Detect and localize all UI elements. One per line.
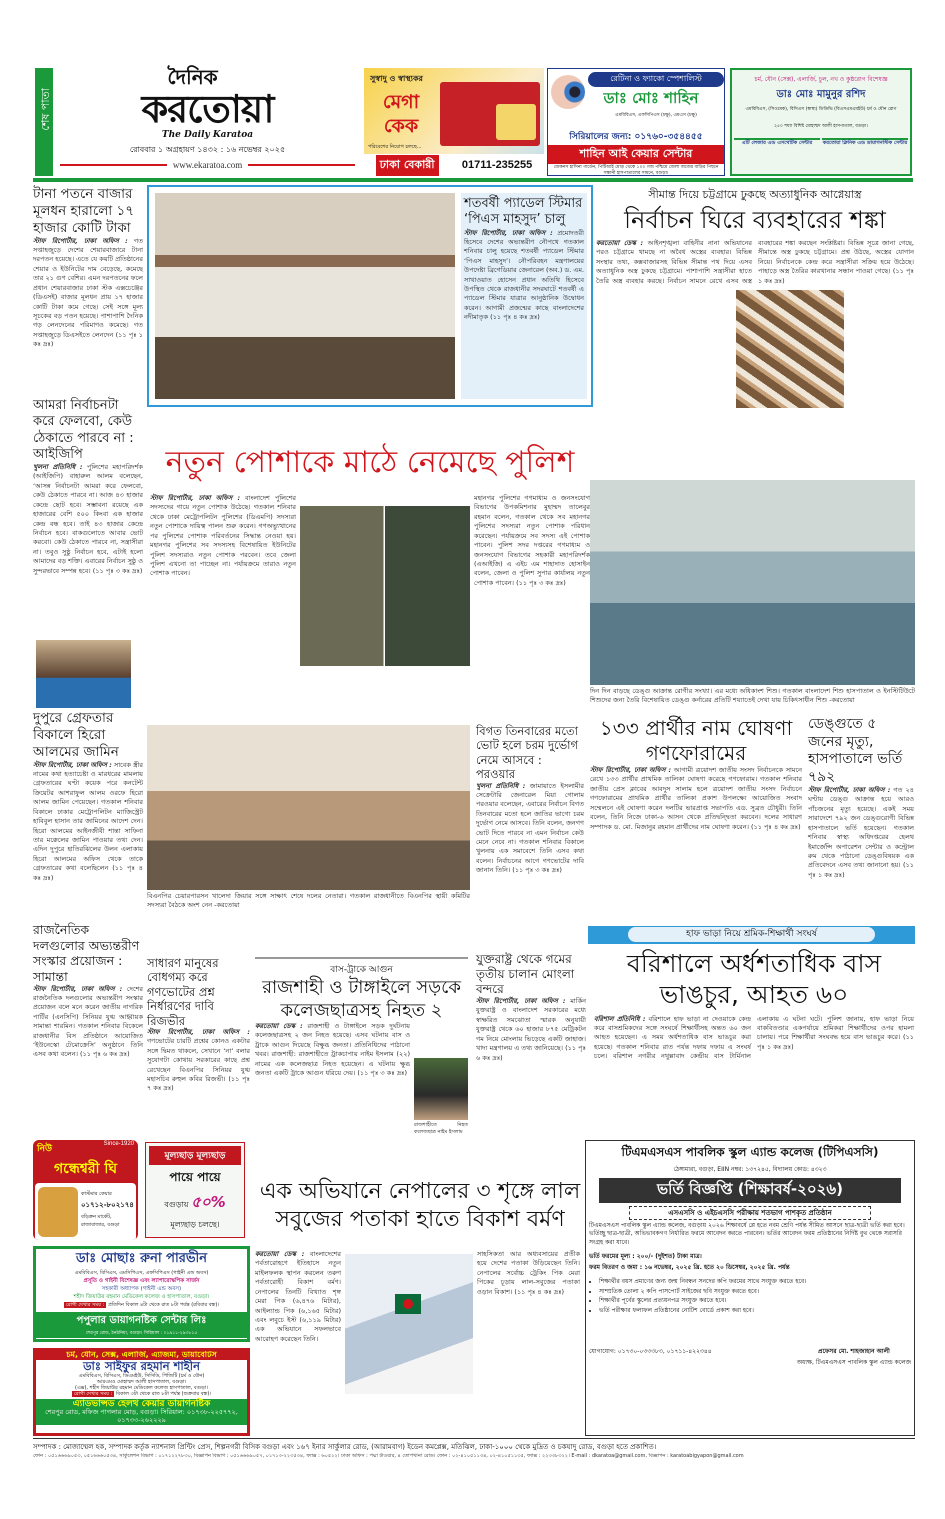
- ad-doctor-name: ডাঃ মোঃ শাহিন: [603, 89, 699, 107]
- ad-signature: প্রফেসর মো. শাহজাহান আলী: [818, 1347, 890, 1355]
- ad-center: শাহিন আই কেয়ার সেন্টার: [548, 145, 724, 164]
- imprint-line: সম্পাদক : মোজাম্মেল হক, সম্পাদক কর্তৃক ন্যাশনাল প্রিন্টিং প্রেস, শিল্পনগরী বিসিক বগুড়া এবং ১৬৭ ইনার সার্কুলার রোড, (আরামবাগ) ইডেন কমপ্লেক্স, মতিঝিল, ঢাকা-১০০০ থেকে মুদ্রিত ও চকযাদু রোড, বগুড়া হতে প্রকাশিত।: [33, 1443, 657, 1451]
- ad-title: মূল্যছাড় মূল্যছাড়: [149, 1146, 241, 1165]
- story-hero-alom[interactable]: [33, 710, 143, 883]
- body: মার্কিন যুক্তরাষ্ট্র ও বাংলাদেশ সরকারের মধ্যে স্বাক্ষরিত সমঝোতা স্মারক অনুযায়ী যুক্তরাষ্ট্র থেকে ৬০ হাজার ৮৭৫ মেট্রিকটন গম নিয়ে মোংলায় ভিড়েছে একটি জাহাজ। খাদ্য মন্ত্রণালয় এ তথ্য জানিয়েছে।: [476, 997, 586, 1053]
- byline: করতোয়া ডেস্ক :: [255, 1022, 303, 1030]
- kicker: হাফ ভাড়া নিয়ে শ্রমিক-শিক্ষার্থী সংঘর্ষ: [628, 927, 875, 942]
- story-igp[interactable]: [33, 398, 143, 576]
- logo-big: করতোয়া: [141, 87, 274, 131]
- ad-contact: যোগাযোগ: ০১৭৩০-০৩৩৩৮৩, ০১৭১১-৪২২৩৪৪: [589, 1347, 712, 1355]
- headline: রাজনৈতিক দলগুলোর অভ্যন্তরীণ সংস্কার প্রয়োজন : সামান্তা: [33, 922, 140, 984]
- weapons-photo: [736, 290, 844, 408]
- jump-link[interactable]: (১১ পৃঃ ৩ কঃ দ্রঃ): [357, 1069, 408, 1078]
- steamer-box: [147, 185, 593, 407]
- masthead-rule: [33, 178, 913, 182]
- dengue-ward-photo: [590, 480, 915, 685]
- ad-address: বড়িক্রন মার্কেট, রাজাবাজার, বগুড়া: [81, 1214, 120, 1228]
- jump-link[interactable]: (১১ পৃঃ ৩ কঃ দ্রঃ): [92, 566, 143, 575]
- headline: আমরা নির্বাচনটা করে ফেলবো, কেউ ঠেকাতে পারবে না : আইজিপি: [33, 398, 134, 462]
- body: আইনশৃঙ্খলা বাহিনীর নানা অভিযানের পরও চট্টগ্রামে থামছে না অবৈধ অস্ত্রের ব্যবহার। বিভিন্ন সংস্থার তথ্য, কক্সবাজারসহ বিভিন্ন সীমান্ত পথ দিয়ে এসব অত্যাধুনিক অস্ত্র ঢুকছে চট্টগ্রামে। পাশাপাশি সন্ত্রাসীরা হাতে তৈরি অস্ত্র ব্যবহার করছে। নির্বাচন সামনে রেখে এসব অস্ত্র ব্যবহারের শঙ্কা করছেন সংশ্লিষ্টরা। বিভিন্ন সূত্রে জানা গেছে, সীমান্তে অস্ত্র ঢুকছে চট্টগ্রামে। প্রশ্ন উঠছে, অস্ত্রের যোগান নিয়ে। নির্বাচনকে কেন্দ্র করে সন্ত্রাসীরা সক্রিয় হয়ে উঠেছে। পাহাড়ে অস্ত্র তৈরির কারখানার সন্ধান পাওয়া গেছে।: [596, 239, 914, 285]
- headline: ১৩৩ প্রার্থীর নাম ঘোষণা গণফোরামের: [599, 716, 793, 765]
- jump-link[interactable]: (১১ পৃঃ ১ কঃ দ্রঃ): [808, 861, 914, 879]
- kicker: বাস-ট্রাকে আগুন: [330, 965, 393, 975]
- nepal-headline: এক অভিযানে নেপালের ৩ শৃঙ্গে লাল সবুজের পতাকা হাতে বিকাশ বর্মণ: [259, 1179, 581, 1232]
- byline: স্টাফ রিপোর্টার, ঢাকা অফিস :: [33, 236, 128, 245]
- kicker: সীমান্ত দিয়ে চট্টগ্রামে ঢুকছে অত্যাধুনিক আগ্নেয়াস্ত্র: [648, 188, 862, 201]
- ad-school-admission: [585, 1140, 915, 1436]
- ad-spec: চর্ম, যৌন, সেক্স, এলার্জি, এ্যাজমা, ডায়াবেটিস: [36, 1351, 247, 1360]
- body: গণভোটের চারটি প্রশ্নের কোনও একটার সঙ্গে দ্বিমত থাকলে, সেখানে ‘না’ বলার সুযোগটা কোথায় সরকারের কাছে প্রশ্ন রেখেছেন বিএনপির সিনিয়র যুগ্ম মহাসচিব রুহুল কবির রিজভী।: [147, 1037, 250, 1083]
- ad-line: বগুড়ায়: [164, 1200, 189, 1209]
- ad-tag: নিউ: [37, 1144, 52, 1154]
- headline: টানা পতনে বাজার মূলধন হারালো ১৭ হাজার কোটি টাকা: [33, 186, 135, 236]
- ad-quals: এমবিবিএস, (সিওমেক), বিসিএস (স্বাস্থ্য) ডিডিভি (বিএসএমএমইউ) চর্ম ও যৌন রোগ: [745, 107, 897, 112]
- ad-eye-care: [547, 68, 725, 176]
- imprint-contacts: ফোন : ০৫১৬৬৬৯০৫৩, ০৫১৬৬৬০৫৩৪, সার্কুলেশন বিভাগ : ০১৭১২২৭৮৩০, বিজ্ঞাপন বিভাগ : ০৫১৬৬৬৯০৫৭, ০১৭১৩-২২৩৫৩৪, ফ্যাক্স : ৬০৫২২। ঢাকা অফিস : পদ্মা টাওয়ার, ৪ তোপখানা রোড। ফোন : ০২-৪১০৫১১৩৪, ০২-৪১০৫১১৩৫, ফ্যাক্স : ২২৩৩৮৩২২। E-mail : dkaratoa@gmail.com, বিজ্ঞাপন : karatoabigyapon@gmail.com: [33, 1453, 744, 1459]
- story-reform[interactable]: [33, 922, 143, 1060]
- ad-serial: সিরিয়ালের জন্য: ০১৭৬০-৩৫৪৪৫৫: [569, 132, 703, 142]
- headline: বরিশালে অর্ধশতাধিক বাস ভাঙচুর, আহত ৬০: [626, 949, 882, 1010]
- ad-address: জেকনস হাসিনা গার্ডেন, পিটিআই মোড় থেকে ১০০ গজ পশ্চিমে জেলা জজের বাড়ির পিছনে সন্ধানী হাসপাতালের সামনে, বগুড়া।: [553, 165, 719, 176]
- ad-brand: ঢাকা বেকারী: [376, 155, 439, 176]
- headline: রাজশাহী ও টাঙ্গাইলে সড়কে কলেজছাত্রসহ নিহত ২: [262, 977, 461, 1021]
- ad-dhaka-bakery: [364, 68, 544, 176]
- jump-link[interactable]: (১১ পৃঃ ৪ কঃ দ্রঃ): [750, 822, 801, 831]
- ad-skin-doctor: [730, 68, 912, 176]
- story-steamer[interactable]: [461, 193, 587, 399]
- ad-percent: ৫০%: [191, 1193, 226, 1211]
- ad-dr-saifur: [33, 1348, 250, 1436]
- body: গত ২৪ ঘণ্টায় ডেঙ্গু আক্রান্ত হয়ে আরও পাঁচজনের মৃত্যু হয়েছে। একই সময় সারাদেশে ৭৯২ জন ডেঙ্গুরোগী বিভিন্ন হাসপাতালে ভর্তি হয়েছেন। গতকাল শনিবার স্বাস্থ্য অধিদপ্তরের হেলথ ইমার্জেন্সি অপারেশন সেন্টার ও কন্ট্রোল রুম থেকে পাঠানো ডেঙ্গুবিষয়ক এক প্রতিবেদনে এসব তথ্য জানানো হয়।: [808, 786, 914, 870]
- imprint: [33, 1441, 915, 1461]
- logo: [60, 66, 355, 174]
- body: সাবেক স্ত্রীর নামের কথা হত্যাচেষ্টা ও মারধরের মামলায় গ্রেফতারের ঘণ্টা কয়েক পরে কনটেন্ট ক্রিয়েটর আশরাফুল আলম ওরফে হিরো আলম জামিন পেয়েছেন। গতকাল শনিবার বিকালে ঢাকার মেট্রোপলিটন ম্যাজিস্ট্রেট হাবিবুল হাসান তার জামিনের আদেশ দেন। হিরো আলমের আইনজীবী শান্তা সাফিনা তার মক্কেলের জামিন পাওয়ার তথ্য দেন। এদিন দুপুরে হাতিরঝিলের উলন এলাকায় হিরো আলমের অফিস থেকে তাকে গ্রেফতারের কথা বলেছিলেন: [33, 760, 144, 873]
- byline: করতোয়া ডেস্ক :: [596, 239, 644, 247]
- byline: স্টাফ রিপোর্টার, ঢাকা অফিস :: [464, 228, 553, 237]
- jump-link[interactable]: (১১ পৃঃ ৩ কঃ দ্রঃ): [512, 866, 562, 875]
- jump-link[interactable]: (১১ পৃঃ ৩ কঃ দ্রঃ): [516, 578, 566, 587]
- ad-title: রেটিনা ও ফ্যাকো স্পেশালিস্ট: [588, 72, 724, 87]
- ad-ghee: [33, 1140, 138, 1240]
- steamer-model-photo: [155, 193, 455, 399]
- photo-caption: বিএনপির চেয়ারপারসন খালেদা জিয়ার সঙ্গে সাক্ষাৎ শেষে দলের নেতারা। গতকাল রাজধানীতে বিএনপির স্থায়ী কমিটির সদস্যরা বৈঠকে অংশ নেন -করতোয়া: [147, 892, 470, 910]
- headline: ডেঙ্গুতে ৫ জনের মৃত্যু, হাসপাতালে ভর্তি ৭৯২: [808, 716, 903, 785]
- jump-link[interactable]: (১১ পৃঃ ১ কঃ দ্রঃ): [33, 330, 144, 349]
- ad-dates: ফরম বিতরণ ও জমা : ১৬ নভেম্বর, ২০২৫ খ্রি. হতে ২০ ডিসেম্বর, ২০২৫ খ্রি. পর্যন্ত: [589, 1264, 790, 1272]
- footer-rule: [33, 1438, 915, 1439]
- ad-post: আরএমও মোহাম্মদ আলী হাসপাতাল, বগুড়া।: [96, 1379, 187, 1386]
- ad-title: চর্ম, যৌন (সেক্স), এলার্জি, চুল, নখ ও কুষ্ঠরোগ বিশেষজ্ঞ: [754, 76, 888, 83]
- byline: স্টাফ রিপোর্টার, ঢাকা অফিস :: [476, 997, 566, 1005]
- jump-link[interactable]: (১১ পৃঃ ৬ কঃ দ্রঃ): [476, 1044, 587, 1062]
- jump-link[interactable]: (১১ পৃঃ ১ কঃ দ্রঃ): [758, 267, 915, 285]
- ad-line: সুস্বাদু ও স্বাস্থ্যকর: [370, 74, 423, 83]
- body: বাংলাদেশ পুলিশের সদস্যদের গায়ে নতুন পোশাক উঠেছে। গতকাল শনিবার থেকে ঢাকা মেট্রোপলিটন পুলিশের (ডিএমপি) সদস্যরা নতুন পোশাকে দায়িত্ব পালন শুরু করেন। গণঅভ্যুত্থানের পর পুলিশের পোশাক পরিবর্তনের সিদ্ধান্ত নেওয়া হয়। মহানগর পুলিশের সব সদস্যসহ বিশেষায়িত ইউনিটের পুলিশ সদস্যরাও নতুন পোশাক পরবেন। তবে জেলা পুলিশ এখনো তা পাচ্ছেন না। পর্যায়ক্রমে তারাও নতুন পোশাক পাবেন।: [150, 494, 296, 578]
- ad-center: পপুলার ডায়াগনষ্টিক সেন্টার লিঃ: [76, 1315, 207, 1326]
- jump-link[interactable]: (১১ পৃঃ ১ কঃ দ্রঃ): [757, 1033, 914, 1051]
- ad-address: ঠেঙ্গামারা, বগুড়া, EIIN নম্বর: ১৩৭২৪৫, বিদ্যালয় কোড: ৪৩২৩: [673, 1166, 827, 1173]
- headline: নির্বাচন ঘিরে ব্যবহারের শঙ্কা: [624, 206, 886, 234]
- ad-line: পরিবেশের নিয়োগ চলছে...: [368, 144, 422, 150]
- ad-body: টিএমএসএস পাবলিক স্কুল এ্যান্ড কলেজ, বগুড়ায় ২০২৬ শিক্ষাবর্ষে প্লে হতে নবম শ্রেণি পর্যন্ত সীমিত আসনে ছাত্র-ছাত্রী ভর্তি করা হবে। ভর্তিচ্ছু ছাত্র-ছাত্রী, অভিভাবকগণ নির্ধারিত ফরমে আবেদন করতে পারবেন। ভর্তির আবেদন ফরম প্রতিষ্ঠানের নির্দিষ্ট বুথ থেকে সরাসরি সংগ্রহ করা যাবে।: [589, 1222, 905, 1246]
- body: মহানগর পুলিশের গণমাধ্যম ও জনসংযোগ বিভাগের উপকমিশনার মুহাম্মদ তালেবুর রহমান বলেন, গতকাল থেকে সব মহানগর পুলিশের সদস্যরা নতুন পোশাক পরিধান করেছেন। পর্যায়ক্রমে সব সদস্য এই পোশাক পাবেন। পুলিশ সদর দপ্তরের গণমাধ্যম ও জনসংযোগ বিভাগের সহকারী মহাপরিদর্শক (এআইজি) এ এইচ এম শাহাদাত হোসাইন বলেন, জেলা ও পুলিশ সুপার কার্যালয় নতুন পোশাক পাবেন।: [474, 494, 590, 587]
- body: বরিশালে হাফ ভাড়া না দেওয়াকে কেন্দ্র করে বাসশ্রমিকদের সঙ্গে সংঘর্ষে শিক্ষার্থীসহ অন্তত ৬০ জন আহত হয়েছেন। এ সময় অর্ধশতাধিক বাস ভাঙচুর করা হয়েছে। গতকাল শনিবার রাত পর্যন্ত দফায় দফায় এ সংঘর্ষ চলে। বরিশাল নগরীর নথুল্লাবাদ কেন্দ্রীয় বাস টার্মিনাল এলাকায় এ ঘটনা ঘটে। পুলিশ জানায়, হাফ ভাড়া নিয়ে বাকবিতণ্ডার একপর্যায়ে শ্রমিকরা শিক্ষার্থীদের ওপর হামলা চালায়। পরে শিক্ষার্থীরা সংঘবদ্ধ হয়ে বাস ভাঙচুর করে।: [594, 1014, 914, 1061]
- ad-phone: ০১৭১২-৮০২১৭৪: [81, 1201, 134, 1209]
- jump-link[interactable]: (১১ পৃঃ ৪ কঃ দ্রঃ): [33, 864, 143, 882]
- jump-link[interactable]: (১১ পৃঃ ৭ কঃ দ্রঃ): [147, 1074, 250, 1093]
- ad-note: • ভর্তি পরীক্ষার ফলাফল প্রতিষ্ঠানের নোটিশ বোর্ডে প্রকাশ করা হবে।: [599, 1306, 911, 1316]
- story-mongla[interactable]: [476, 952, 586, 1063]
- ad-note: • শিক্ষার্থীর পূর্বের স্কুলের প্রত্যয়নপত্র সংযুক্ত করতে হবে।: [599, 1296, 911, 1306]
- photo-caption: রাজশাহীতে নিহত কলেজছাত্র নাইম ইসলাম: [414, 1122, 468, 1136]
- cake-box-image: [440, 82, 540, 146]
- police-headline: নতুন পোশাকে মাঠে নেমেছে পুলিশ: [165, 445, 575, 480]
- ad-line: পায়ে পায়ে: [169, 1170, 221, 1184]
- byline: স্টাফ রিপোর্টার, ঢাকা অফিস :: [590, 766, 672, 774]
- ad-doctor-name: ডাঃ মোছাঃ রুনা পারভীন: [75, 1251, 208, 1266]
- ad-post: সহকারী অধ্যাপক (গাইনী এন্ড অবস): [101, 1286, 182, 1292]
- ad-title: মেগা কেক: [382, 91, 420, 137]
- byline: স্টাফ রিপোর্টার, ঢাকা অফিস :: [33, 760, 112, 769]
- byline: স্টাফ রিপোর্টার, ঢাকা অফিস :: [33, 984, 123, 993]
- story-market[interactable]: [33, 186, 143, 350]
- ad-hospital: শহীদ জিয়াউর রহমান মেডিকেল কলেজ ও হাসপাতাল, বগুড়া।: [73, 1294, 210, 1300]
- climber-photo: [345, 1254, 473, 1394]
- byline: করতোয়া ডেস্ক :: [255, 1250, 305, 1258]
- eye-icon: [551, 75, 585, 109]
- ad-hospital: ২৫০ শয্যা বিশিষ্ট মোহাম্মদ আলী হাসপাতাল, বগুড়া।: [774, 124, 868, 129]
- byline: খুলনা প্রতিনিধি :: [33, 463, 83, 471]
- ad-post: (এক্স), শহীদ জিয়াউর রহমান মেডিকেল কলেজ হাসপাতাল, বগুড়া।: [75, 1385, 208, 1392]
- body: সাহসিকতা আর অধ্যবসায়ের প্রতীক হয়ে দেশের পতাকা উড়িয়েছেন তিনি। নেপালের সর্বোচ্চ ট্রেকিং পিক মেরা পিকের চূড়ায় লাল-সবুজের পতাকা ওড়ান বিকাশ।: [477, 1250, 580, 1296]
- ad-time: প্রতিদিন বিকাল ৪টা থেকে রাত ৮টা পর্যন্ত (রবিবার বন্ধ)।: [107, 1302, 220, 1308]
- ad-chamber: এটি লেজার এন্ড এসথেটিক সেন্টার: [734, 138, 820, 148]
- ad-school-name: টিএমএসএস পাবলিক স্কুল এ্যান্ড কলেজ (টিপিএসসি): [621, 1145, 879, 1159]
- photo-caption: দিন দিন বাড়ছে ডেঙ্গু আক্রান্ত রোগীর সংখ্যা। এর মধ্যে অধিকাংশ শিশু। গতকাল বাংলাদেশ শিশু হাসপাতাল ও ইনস্টিটিউটে শিশুদের জন্য তৈরি বিশেষায়িত ডেঙ্গু কর্নারের প্রতিটি শয্যাতেই দেখা যায় চিকিৎসাধীন শিশু -করতোয়া: [590, 687, 915, 705]
- story-police[interactable]: [150, 494, 590, 689]
- ad-care: কাস্টমার কেয়ার: [81, 1191, 112, 1197]
- story-barishal[interactable]: [594, 948, 914, 1062]
- headline: বিগত তিনবারের মতো ভোট হলে চরম দুর্ভোগ নেমে আসবে : পরওয়ার: [476, 724, 579, 782]
- ad-time-label: রোগী দেখার সময় :: [73, 1391, 113, 1398]
- story-poroyar[interactable]: [476, 724, 584, 876]
- victim-photo: [414, 1058, 468, 1120]
- ad-address: শেরপুর রোড, ঠনঠনিয়া, বগুড়া। সিরিয়াল : ০১৯১১-২৯৩৮১৫: [85, 1331, 198, 1336]
- ad-discount: [145, 1142, 245, 1238]
- story-dengue[interactable]: [808, 716, 914, 880]
- ad-chamber: করতোয়া ক্লিনিক এন্ড ডায়াগনস্টিক সেন্টার: [822, 140, 908, 146]
- body: আগামী ত্রয়োদশ জাতীয় সংসদ নির্বাচনকে সামনে রেখে ১৩৩ প্রার্থীর প্রাথমিক তালিকা ঘোষণা করেছে গণফোরাম। গতকাল শনিবার জাতীয় প্রেস ক্লাবের আবদুস সালাম হলে ত্রয়োদশ জাতীয় সংসদ নির্বাচনে গণফোরামের প্রাথমিক প্রার্থীর তালিকা প্রকাশ উপলক্ষ্যে আয়োজিত সংবাদ সম্মেলনে এই ঘোষণা করেন দলটির ভারপ্রাপ্ত সভাপতি এড. সুব্রত চৌধুরী। তিনি বলেন, তিনি নিজে ঢাকা-৬ আসন থেকে প্রতিদ্বন্দ্বিতা করবেন। দলের সাধারণ সম্পাদক ড. মো. মিজানুর রহমান প্রার্থীদের নাম ঘোষণা করেন।: [590, 766, 802, 831]
- body: জামায়াতে ইসলামীর সেক্রেটারি জেনারেল মিয়া গোলাম পরওয়ার বলেছেন, এবারের নির্বাচন বিগত তিনবারের মতো হলে জাতির ভাগ্যে চরম দুর্ভোগ নেমে আসবে। তিনি বলেন, জনগণ ভোট দিতে পারবে না এমন নির্বাচন কেউ মেনে নেবে না। গতকাল শনিবার বিকালে খুলনায় এক সমাবেশে তিনি এসব কথা বলেন। নির্বাচনের আগে গণভোটের দাবি জানান তিনি।: [476, 781, 584, 875]
- jump-link[interactable]: (১১ পৃঃ ৬ কঃ দ্রঃ): [80, 1050, 130, 1059]
- story-road-accident[interactable]: [255, 962, 468, 1136]
- story-arms[interactable]: [596, 186, 914, 479]
- hero-alom-photo: [36, 640, 131, 708]
- ad-doctor-name: ডাঃ সাইফুর রহমান শাহীন: [83, 1358, 200, 1373]
- headline: সাধারণ মানুষের বোধগম্য করে গণভোটের প্রশ্ন নির্ধারণের দাবি রিজভীর: [147, 956, 219, 1028]
- ad-quals: এমবিবিএস, এফসিপিএস (চক্ষু), এমএস (চক্ষু): [615, 113, 697, 118]
- byline: বরিশাল প্রতিনিধি :: [594, 1014, 646, 1023]
- logo-english: The Daily Karatoa: [161, 130, 254, 140]
- ad-quals: এমবিবিএস, বিসিএস, এমসিপিএস, এফসিপিএস (গাইনী এন্ড অবস): [74, 1270, 209, 1276]
- headline: যুক্তরাষ্ট্র থেকে গমের তৃতীয় চালান মোংলা বন্দরে: [476, 952, 575, 996]
- kicker-bar: [588, 926, 915, 944]
- story-gonoforum[interactable]: [590, 716, 802, 832]
- byline: খুলনা প্রতিনিধি :: [476, 781, 526, 790]
- ad-quals: এমবিবিএস, বিসিএস, ডিএমইউ, সিসিডি, পিজিটি (চর্ম ও যৌন): [78, 1373, 205, 1380]
- issue-date: রোববার ১ অগ্রহায়ণ ১৪৩২ : ১৬ নভেম্বর ২০২৫: [129, 145, 286, 154]
- divider: [255, 957, 468, 959]
- body: গত সপ্তাহজুড়ে দেশের শেয়ারবাজারে টানা দরপতন হয়েছে। এতে যে কয়টি প্রতিষ্ঠানের শেয়ার ও ইউনিটের দাম বেড়েছে, কমেছে তার ২১ গুণ বেশির। এমন দরপতনের ফলে প্রধান শেয়ারবাজার ঢাকা স্টক এক্সচেঞ্জের (ডিএসই) বাজার মূলধন প্রায় ১৭ হাজার কোটি টাকা কমে গেছে। সেই সঙ্গে মূল্য সূচকের বড় পতন হয়েছে। পাশাপাশি দৈনিক গড় লেনদেনের পরিমাণও কমেছে। গত সপ্তাহজুড়ে ডিএসইতে লেনদেন: [33, 236, 143, 339]
- police-uniform-photo: [300, 506, 470, 666]
- ad-dr-runa: [33, 1246, 250, 1342]
- logo-small: দৈনিক: [167, 65, 218, 89]
- ad-title: ভর্তি বিজ্ঞপ্তি (শিক্ষাবর্ষ-২০২৬): [599, 1178, 901, 1203]
- byline: স্টাফ রিপোর্টার, ঢাকা অফিস :: [808, 786, 891, 794]
- website[interactable]: www.ekaratoa.com: [172, 160, 243, 170]
- ad-doctor-name: ডাঃ মোঃ মামুনুর রশিদ: [776, 89, 866, 100]
- body: রাজশাহী ও টাঙ্গাইলে সড়ক দুর্ঘটনায় কলেজছাত্রসহ ২ জন নিহত হয়েছে। এসব ঘটনায় বাস ও ট্রাকে আগুন দিয়েছে বিক্ষুব্ধ জনতা। প্রতিনিধিদের পাঠানো খবর। রাজশাহী: রাজশাহীতে ট্রাকচাপায় নাইম ইসলাম (২২) নামের এক কলেজছাত্র নিহত হয়েছেন। এ ঘটনায় ক্ষুব্ধ জনতা একটি ট্রাকে আগুন ধরিয়ে দেয়।: [255, 1022, 410, 1078]
- ghee-jar-image: [38, 1187, 78, 1237]
- headline: দুপুরে গ্রেফতার বিকালে হিরো আলমের জামিন: [33, 710, 119, 760]
- ad-time-label: রোগী দেখার সময় :: [65, 1302, 105, 1308]
- byline: স্টাফ রিপোর্টার, ঢাকা অফিস :: [147, 1027, 250, 1036]
- body: বাংলাদেশের পর্বতারোহণে ইতিহাসে নতুন মাইলফলক স্থাপন করলেন তরুণ পর্বতারোহী বিকাশ বর্মণ। নেপালের তিনটি বিখ্যাত শৃঙ্গ মেরা পিক (৬,৪৭৬ মিটার), আইল্যান্ড পিক (৬,১৬৫ মিটার) এবং লবুচে ইস্ট (৬,১১৯ মিটার) এক অভিযানে সফলভাবে আরোহণ করেছেন তিনি।: [255, 1250, 341, 1343]
- body: দেশের রাজনৈতিক দলগুলোর অভ্যন্তরীণ সংস্কার প্রয়োজন বলে মনে করেন জাতীয় নাগরিক পার্টির (এনসিপি) সিনিয়র যুগ্ম আহ্বায়ক সামান্তা শারমিন। গতকাল শনিবার বিকেলে রাজধানীর বিস প্রতিষ্ঠানে আয়োজিত ‘ইউনেস্কো টেমোক্রেসি’ অনুষ্ঠানে তিনি এসব কথা বলেন।: [33, 984, 143, 1059]
- ad-tag: এসএসসি ও এইচএসসি পরীক্ষায় শতভাগ পাশকৃত প্রতিষ্ঠান: [629, 1206, 871, 1220]
- ad-spec: প্রসূতি ও গাইনী বিশেষজ্ঞ এবং ল্যাপারোস্কপিক সার্জন: [83, 1278, 200, 1284]
- meeting-photo: [147, 725, 470, 890]
- body: প্রমোদতরী হিসেবে দেশের অভ্যন্তরীণ নৌপথে গতকাল শনিবার চালু হয়েছে শতবর্ষী প্যাডেল স্টিমার ‘পিএস মাহসুদ’। নৌপরিবহন মন্ত্রণালয়ের উপদেষ্টা ব্রিগেডিয়ার জেনারেল (অব.) ড. এম. সাখাওয়াত হোসেন প্রধান অতিথি হিসেবে উপস্থিত থেকে রাজধানীর সদরঘাটে শতবর্ষী এ প্যাডেল স্টিমার যাত্রার আনুষ্ঠানিক উদ্বোধন করেন। আগামী প্রজন্মের কাছে বাংলাদেশের নদীমাতৃক: [464, 228, 585, 322]
- ad-note: • সাম্প্রতিক তোলা ২ কপি পাসপোর্ট সাইজের ছবি সংযুক্ত করতে হবে।: [599, 1287, 911, 1297]
- ad-fee: ভর্তি ফরমের মূল্য : ২০০/- (দুইশত) টাকা মাত্র।: [589, 1253, 702, 1261]
- ad-address: শেরপুর রোড, মফিজ পাগলার মোড়, বগুড়া। সিরিয়াল: ০১৭৩৮-২২৫৭৭২, ০১৭৩৩-২৬২২২৯: [45, 1407, 238, 1424]
- ad-line: মূল্যছাড় চলছে।: [170, 1220, 220, 1229]
- ad-since: Since-1920: [103, 1141, 134, 1147]
- jump-link[interactable]: (১১ পৃঃ ৪ কঃ দ্রঃ): [514, 1287, 565, 1296]
- ad-time: বিকাল ৩টা থেকে রাত ৮টা পর্যন্ত (শুক্রবার বন্ধ)।: [115, 1391, 212, 1398]
- byline: স্টাফ রিপোর্টার, ঢাকা অফিস :: [150, 494, 241, 502]
- ad-note: • শিক্ষার্থীর বয়স প্রমাণের জন্য জন্ম নিবন্ধন সনদের কপি ফরমের সাথে সংযুক্ত করতে হবে।: [599, 1277, 911, 1287]
- ad-sign-title: অধ্যক্ষ, টিএমএসএস পাবলিক স্কুল এ্যান্ড কলেজ: [796, 1358, 911, 1366]
- story-referendum[interactable]: [147, 956, 250, 1094]
- ad-center: এ্যাডভান্সড হেলথ কেয়ার ডায়াগনষ্টিক: [72, 1398, 211, 1409]
- ad-brand: গন্ধেশ্বরী ঘি: [53, 1161, 118, 1177]
- jump-link[interactable]: (১১ পৃঃ ৪ কঃ দ্রঃ): [490, 313, 540, 322]
- headline: শতবর্ষী প্যাডেল স্টিমার ‘পিএস মাহসুদ’ চালু: [464, 196, 583, 228]
- story-nepal[interactable]: [255, 1250, 580, 1435]
- body: পুলিশের মহাপরিদর্শক (আইজিপি) বাহারুল আলম বলেছেন, ‘আসন্ন নির্বাচনটা আমরা করে ফেলবো, কেউ ঠেকাতে পারবে না। আজ ৪৩ হাজার কেন্দ্রে ছোট হবে। সম্ভাবনা রয়েছে এক হাজারের বেশি ৫০০ কিংবা এক হাজার কেন্দ্র বন্ধ হবে। তাই ৪৩ হাজার কেন্দ্রে নির্বাচন হবে। বাকগুলোতে আবার ভোট করবো। কেউ ঠেকাতে পারবে না, সন্ত্রাসীরা না। তবুও সুষ্ঠু নির্বাচন হবে, এটাই হলো আমাদের বড় শক্তি। এবারের নির্বাচন সুষ্ঠু ও সুন্দরভাবে সম্পন্ন হবে।: [33, 463, 143, 575]
- section-label: শেষ পাতা: [39, 88, 52, 131]
- ad-phone: 01711-235255: [461, 159, 533, 171]
